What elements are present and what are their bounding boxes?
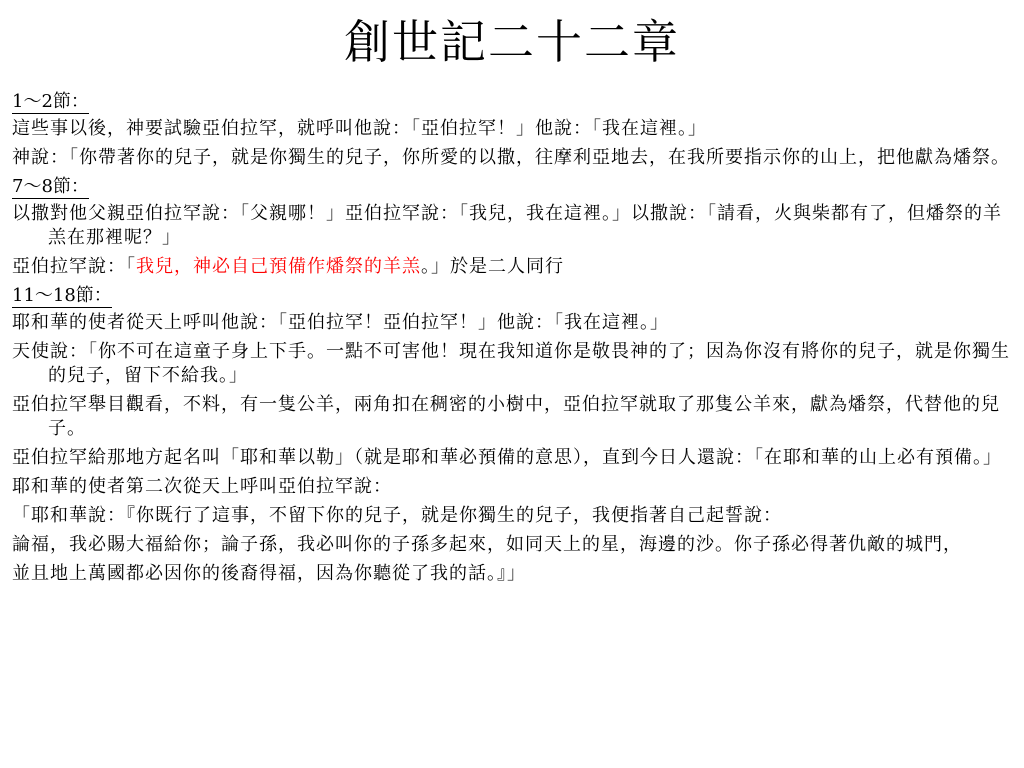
verse-paragraph: 耶和華的使者從天上呼叫他說：「亞伯拉罕！亞伯拉罕！」他說：「我在這裡。」	[12, 312, 669, 333]
section-verses-11-18	[12, 284, 1020, 586]
section-heading: 7～8節：	[12, 176, 89, 197]
highlighted-verse-text: 我兒，神必自己預備作燔祭的羊羔	[136, 256, 421, 277]
section-heading: 11～18節：	[12, 285, 112, 306]
section-verses-7-8	[12, 175, 1020, 279]
verse-paragraph: 神說：「你帶著你的兒子，就是你獨生的兒子，你所愛的以撒，往摩利亞地去，在我所要指示你的山上，把他獻為燔祭。	[12, 147, 1010, 168]
verse-paragraph: 亞伯拉罕舉目觀看，不料，有一隻公羊，兩角扣在稠密的小樹中，亞伯拉罕就取了那隻公羊來，獻為燔祭，代替他的兒子。	[12, 394, 1000, 439]
verse-paragraph: 並且地上萬國都必因你的後裔得福，因為你聽從了我的話。』」	[12, 563, 526, 584]
verse-prefix: 亞伯拉罕說：「	[12, 256, 136, 277]
verse-paragraph-highlighted	[12, 255, 1020, 279]
verse-paragraph: 天使說：「你不可在這童子身上下手。一點不可害他！現在我知道你是敬畏神的了；因為你沒有將你的兒子，就是你獨生的兒子，留下不給我。」	[12, 341, 1010, 386]
verse-paragraph: 以撒對他父親亞伯拉罕說：「父親哪！」亞伯拉罕說：「我兒，我在這裡。」以撒說：「請看，火與柴都有了，但燔祭的羊羔在那裡呢？」	[12, 203, 1002, 248]
verse-paragraph: 亞伯拉罕給那地方起名叫「耶和華以勒」（就是耶和華必預備的意思），直到今日人還說：「在耶和華的山上必有預備。」	[12, 447, 1002, 468]
section-heading: 1～2節：	[12, 91, 89, 112]
scripture-content	[12, 90, 1020, 591]
verse-paragraph: 這些事以後，神要試驗亞伯拉罕，就呼叫他說：「亞伯拉罕！」他說：「我在這裡。」	[12, 118, 707, 139]
section-verses-1-2	[12, 90, 1020, 170]
verse-paragraph: 耶和華的使者第二次從天上呼叫亞伯拉罕說：	[12, 476, 392, 497]
verse-suffix: 。」於是二人同行	[421, 256, 564, 277]
verse-paragraph: 「耶和華說：『你既行了這事，不留下你的兒子，就是你獨生的兒子，我便指著自己起誓說：	[12, 505, 782, 526]
page-title: 創世記二十二章	[344, 15, 680, 69]
verse-paragraph: 論福，我必賜大福給你；論子孫，我必叫你的子孫多起來，如同天上的星，海邊的沙。你子孫必得著仇敵的城門，	[12, 534, 962, 555]
